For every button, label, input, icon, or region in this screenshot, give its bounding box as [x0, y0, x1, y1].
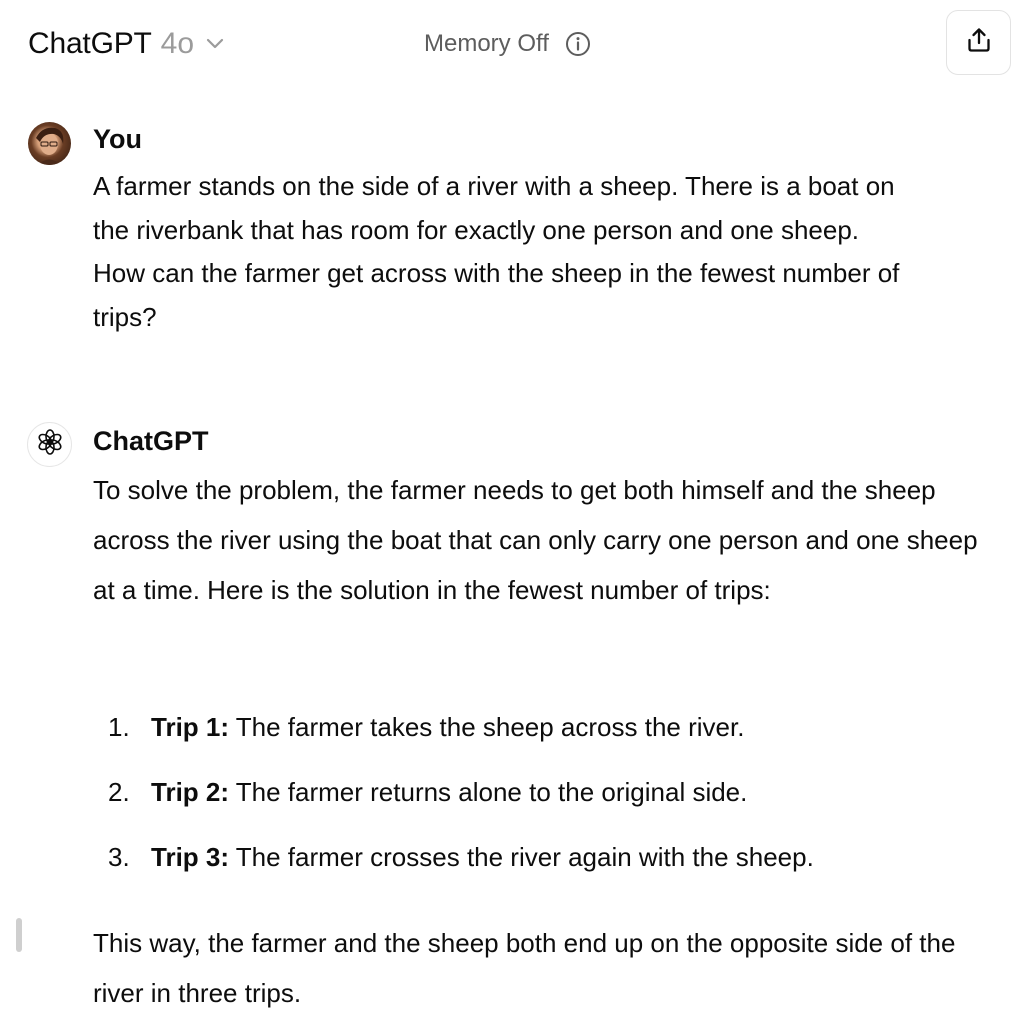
- assistant-avatar: [27, 422, 72, 467]
- assistant-intro: To solve the problem, the farmer needs to get both himself and the sheep across the river using the boat that can only carry one person and one sheep at a time. Here is the solution in the fewest number of trips:: [93, 475, 978, 605]
- assistant-author-name: ChatGPT: [93, 426, 209, 456]
- assistant-conclusion: This way, the farmer and the sheep both end up on the opposite side of the river in three trips.: [93, 928, 956, 1008]
- list-number: 1.: [108, 712, 130, 742]
- share-icon: [965, 26, 993, 59]
- memory-status[interactable]: [424, 26, 591, 62]
- header: [0, 0, 1020, 90]
- memory-label: Memory Off: [424, 30, 549, 57]
- model-version: 4o: [160, 27, 195, 60]
- step-title: Trip 2:: [151, 777, 230, 807]
- share-button[interactable]: [946, 10, 1011, 75]
- model-name: ChatGPT: [28, 27, 152, 60]
- user-message: A farmer stands on the side of a river with a sheep. There is a boat on the riverbank that has room for exactly one person and one sheep. How can the farmer get across with the sheep in the fewest number of trips?: [93, 171, 900, 332]
- list-item: [108, 840, 814, 874]
- step-title: Trip 1:: [151, 712, 230, 742]
- scroll-handle[interactable]: [16, 918, 22, 952]
- list-item: [108, 710, 744, 744]
- step-title: Trip 3:: [151, 842, 230, 872]
- list-number: 3.: [108, 842, 130, 872]
- list-item: [108, 775, 747, 809]
- user-author-name: You: [93, 124, 142, 154]
- openai-logo-icon: [36, 428, 64, 461]
- list-number: 2.: [108, 777, 130, 807]
- chevron-down-icon: [206, 38, 224, 50]
- step-text: The farmer returns alone to the original side.: [229, 777, 748, 807]
- user-avatar: [28, 122, 71, 165]
- step-text: The farmer crosses the river again with the sheep.: [229, 842, 814, 872]
- model-selector[interactable]: [28, 24, 224, 64]
- step-text: The farmer takes the sheep across the river.: [229, 712, 745, 742]
- info-icon[interactable]: [565, 31, 591, 57]
